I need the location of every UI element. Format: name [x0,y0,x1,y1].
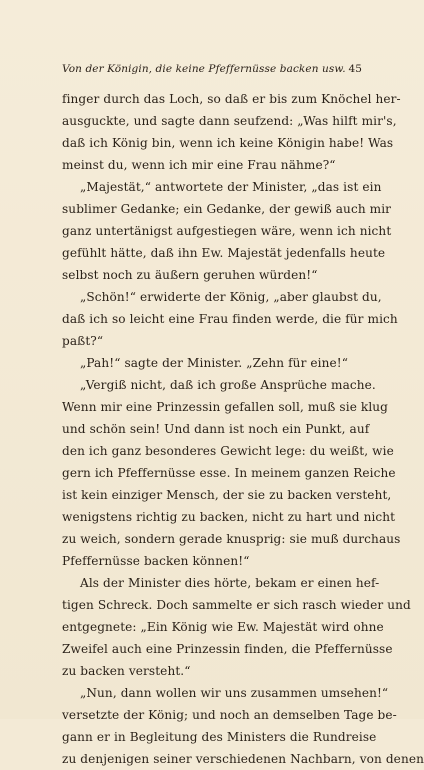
body-text [62,88,424,770]
text-line: „Nun, dann wollen wir uns zusammen umsehen!“ [80,686,389,700]
running-head [62,62,362,76]
text-line: „Vergiß nicht, daß ich große Ansprüche mache. [80,378,376,392]
running-title: Von der Königin, die keine Pfeffernüsse backen usw. [62,63,346,75]
page-number: 45 [348,63,362,75]
text-line: entgegnete: „Ein König wie Ew. Majestät wird ohne [62,620,384,634]
text-line: versetzte der König; und noch an demselben Tage be- [62,708,397,722]
text-line: wenigstens richtig zu backen, nicht zu hart und nicht [62,510,396,524]
text-line: zu denjenigen seiner verschiedenen Nachbarn, von denen [62,752,424,766]
text-line: „Majestät,“ antwortete der Minister, „das ist ein [80,180,382,194]
text-line: Als der Minister dies hörte, bekam er einen hef- [80,576,380,590]
text-line: gern ich Pfeffernüsse esse. In meinem ganzen Reiche [62,466,396,480]
text-line: Pfeffernüsse backen können!“ [62,554,250,568]
text-line: Zweifel auch eine Prinzessin finden, die Pfeffernüsse [62,642,393,656]
text-line: daß ich so leicht eine Frau finden werde, die für mich [62,312,398,326]
text-line: Wenn mir eine Prinzessin gefallen soll, muß sie klug [62,400,389,414]
text-line: selbst noch zu äußern geruhen würden!“ [62,268,318,282]
text-line: „Pah!“ sagte der Minister. „Zehn für eine!“ [80,356,349,370]
text-line: paßt?“ [62,334,104,348]
text-line: sublimer Gedanke; ein Gedanke, der gewiß auch mir [62,202,392,216]
text-line: und schön sein! Und dann ist noch ein Punkt, auf [62,422,370,436]
text-line: gann er in Begleitung des Ministers die Rundreise [62,730,377,744]
text-line: ganz untertänigst aufgestiegen wäre, wenn ich nicht [62,224,392,238]
text-line: daß ich König bin, wenn ich keine Königin habe! Was [62,136,394,150]
text-line: zu backen versteht.“ [62,664,191,678]
text-line: tigen Schreck. Doch sammelte er sich rasch wieder und [62,598,411,612]
text-line: „Schön!“ erwiderte der König, „aber glaubst du, [80,290,382,304]
text-line: den ich ganz besonderes Gewicht lege: du weißt, wie [62,444,394,458]
text-line: zu weich, sondern gerade knusprig: sie muß durchaus [62,532,401,546]
text-line: finger durch das Loch, so daß er bis zum Knöchel her- [62,92,401,106]
text-line: meinst du, wenn ich mir eine Frau nähme?“ [62,158,336,172]
text-line: ausguckte, und sagte dann seufzend: „Was hilft mir's, [62,114,397,128]
text-line: gefühlt hätte, daß ihn Ew. Majestät jedenfalls heute [62,246,386,260]
text-line: ist kein einziger Mensch, der sie zu backen versteht, [62,488,392,502]
